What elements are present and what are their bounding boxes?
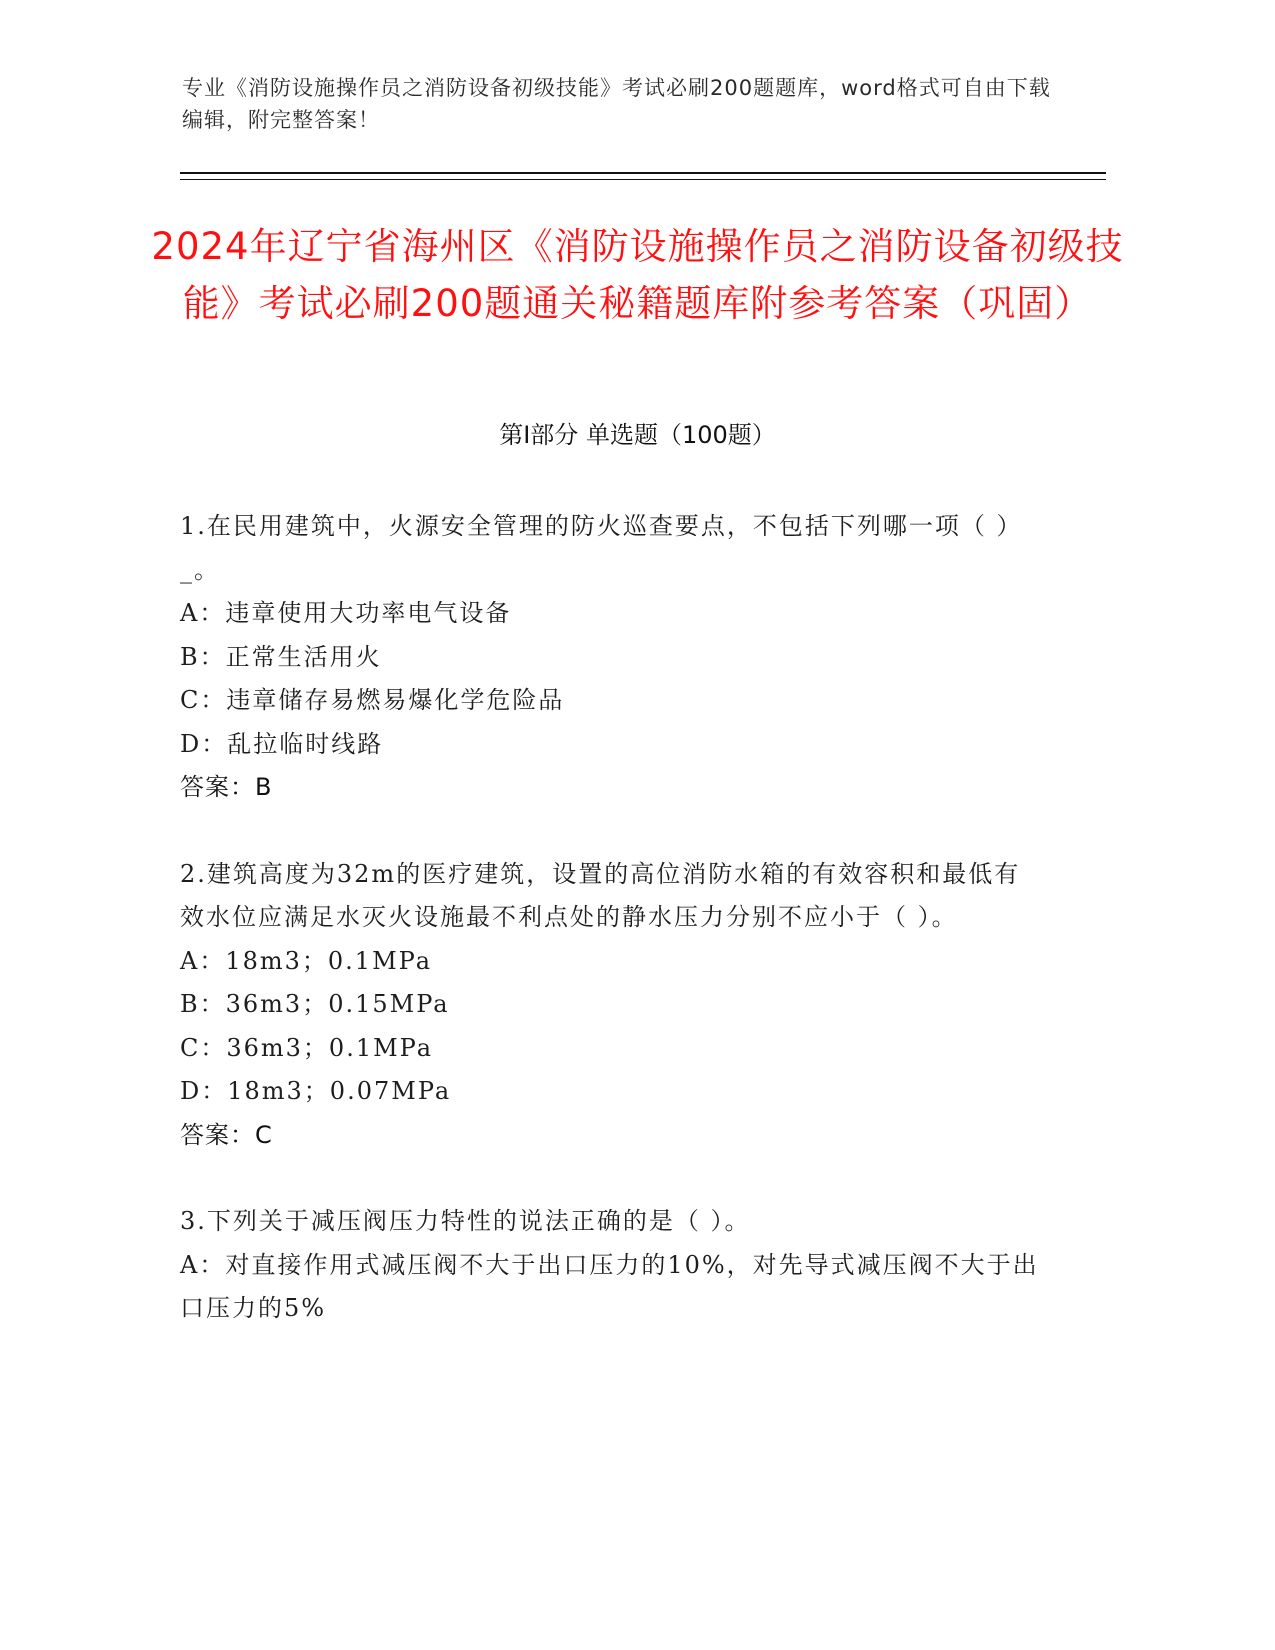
question-option-a: A：18m3；0.1MPa xyxy=(180,946,433,975)
page-title: 2024年辽宁省海州区《消防设施操作员之消防设备初级技能》考试必刷200题通关秘籍题库附参考答案（巩固） xyxy=(151,225,1124,325)
question-option-d: D：乱拉临时线路 xyxy=(180,729,384,758)
section-title: 第Ⅰ部分 单选题（100题） xyxy=(499,421,776,449)
question-answer: 答案：C xyxy=(180,1120,273,1149)
question-stem: 2.建筑高度为32m的医疗建筑，设置的高位消防水箱的有效容积和最低有效水位应满足水灭火设施最不利点处的静水压力分别不应小于（ ）。 xyxy=(180,859,1021,931)
question-option-d: D：18m3；0.07MPa xyxy=(180,1077,452,1105)
question-item xyxy=(180,505,1040,810)
question-item xyxy=(180,853,1040,1158)
question-option-a: A：违章使用大功率电气设备 xyxy=(180,599,512,627)
header-divider-thick xyxy=(180,172,1106,174)
question-option-c: C：违章储存易燃易爆化学危险品 xyxy=(180,686,565,714)
question-stem: 1.在民用建筑中，火源安全管理的防火巡查要点，不包括下列哪一项（ ）_。 xyxy=(180,512,1023,584)
question-stem: 3.下列关于减压阀压力特性的说法正确的是（ ）。 xyxy=(180,1207,751,1235)
question-list xyxy=(180,505,1040,1374)
question-answer: 答案：B xyxy=(180,773,273,801)
header-note: 专业《消防设施操作员之消防设备初级技能》考试必刷200题题库，word格式可自由下载编辑，附完整答案！ xyxy=(182,76,1051,132)
question-option-a: A：对直接作用式减压阀不大于出口压力的10%，对先导式减压阀不大于出口压力的5% xyxy=(180,1250,1039,1322)
question-option-b: B：36m3；0.15MPa xyxy=(180,990,450,1018)
question-option-c: C：36m3；0.1MPa xyxy=(180,1033,434,1062)
question-option-b: B：正常生活用火 xyxy=(180,642,382,671)
header-divider-thin xyxy=(180,179,1106,180)
question-item xyxy=(180,1200,1040,1331)
